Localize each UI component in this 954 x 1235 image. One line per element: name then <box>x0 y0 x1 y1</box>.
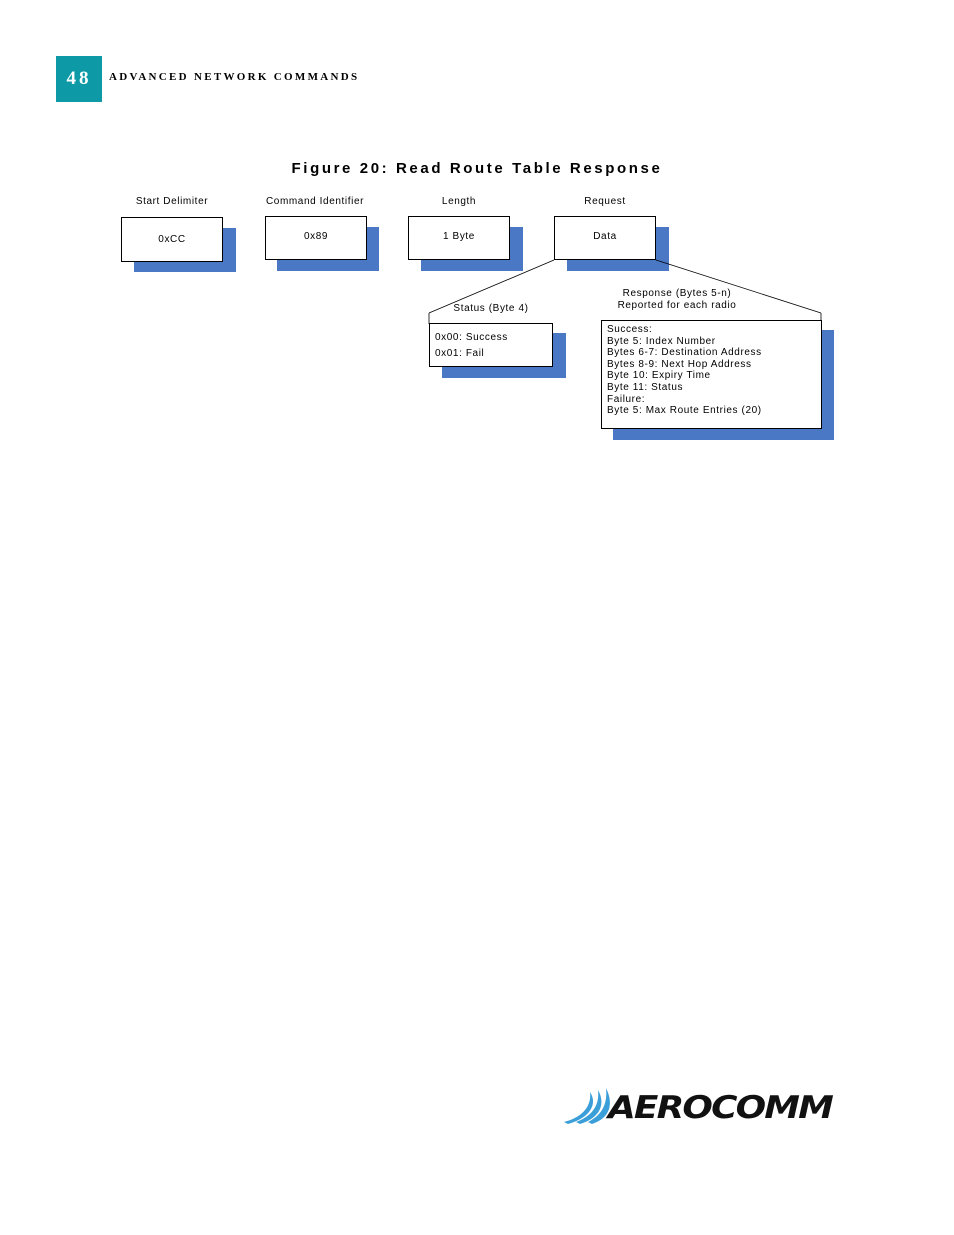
page-number: 48 <box>56 56 102 102</box>
figure-title: Figure 20: Read Route Table Response <box>291 160 663 177</box>
response-line: Bytes 6-7: Destination Address <box>607 347 762 359</box>
response-line: Byte 5: Max Route Entries (20) <box>607 405 762 417</box>
section-title: ADVANCED NETWORK COMMANDS <box>109 71 360 83</box>
response-box <box>601 320 822 429</box>
field-value-request: Data <box>593 231 617 242</box>
status-box <box>429 323 553 367</box>
field-label-command-identifier: Command Identifier <box>265 196 365 207</box>
status-line: 0x01: Fail <box>435 348 485 359</box>
swoosh-icon <box>564 1088 610 1124</box>
response-line: Failure: <box>607 393 646 405</box>
response-line: Byte 11: Status <box>607 381 684 393</box>
response-label-line: Response (Bytes 5-n) <box>622 288 732 299</box>
field-label-request: Request <box>584 196 626 207</box>
aerocomm-logo <box>560 1082 835 1126</box>
response-label <box>601 288 753 312</box>
logo-text: AEROCOMM <box>604 1090 835 1126</box>
response-line: Success: <box>607 324 653 335</box>
response-label-line: Reported for each radio <box>617 300 737 311</box>
status-label: Status (Byte 4) <box>453 303 529 314</box>
field-value-command-identifier: 0x89 <box>303 231 329 242</box>
response-line: Bytes 8-9: Next Hop Address <box>607 358 752 370</box>
response-line: Byte 10: Expiry Time <box>607 370 711 382</box>
response-line: Byte 5: Index Number <box>607 335 716 347</box>
field-value-length: 1 Byte <box>443 231 475 242</box>
field-label-length: Length <box>441 196 477 207</box>
field-value-start-delimiter: 0xCC <box>158 234 186 245</box>
status-line: 0x00: Success <box>435 332 508 343</box>
field-label-start-delimiter: Start Delimiter <box>135 196 209 207</box>
